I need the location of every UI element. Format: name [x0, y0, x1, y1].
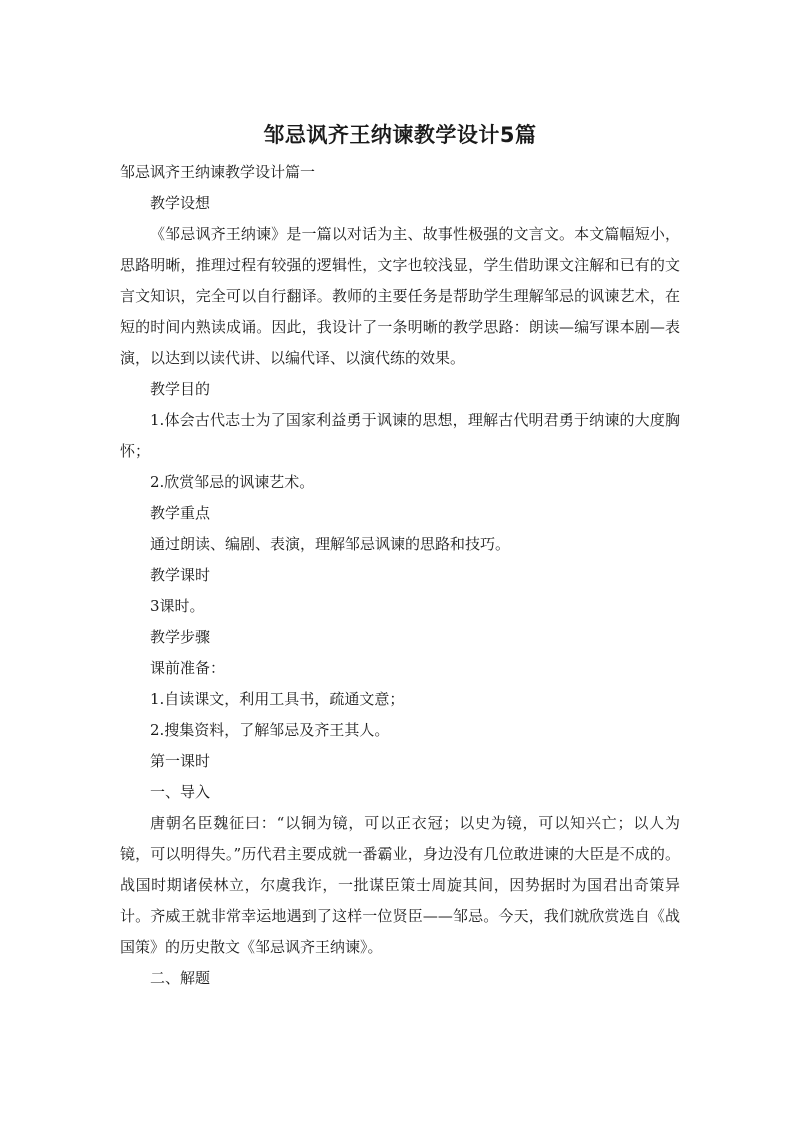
- paragraph-introduction: 唐朝名臣魏征曰：“以铜为镜，可以正衣冠；以史为镜，可以知兴亡；以人为镜，可以明得失。”历代君主要成就一番霸业，身边没有几位敢进谏的大臣是不成的。战国时期诸侯林立，尔虞我诈，一批谋臣策士周旋其间，因势据时为国君出奇策异计。齐威王就非常幸运地遇到了这样一位贤臣——邹忌。今天，我们就欣赏选自《战国策》的历史散文《邹忌讽齐王纳谏》。: [120, 814, 680, 956]
- subheading-preparation: 课前准备：: [150, 659, 226, 677]
- paragraph-teaching-focus: 通过朗读、编剧、表演，理解邹忌讽谏的思路和技巧。: [150, 535, 511, 553]
- subheading-title-explanation: 二、解题: [150, 969, 211, 987]
- subheading-teaching-focus: 教学重点: [150, 504, 211, 522]
- subheading-teaching-steps: 教学步骤: [150, 628, 211, 646]
- section-heading: 邹忌讽齐王纳谏教学设计篇一: [120, 163, 316, 181]
- paragraph-teaching-concept: 《邹忌讽齐王纳谏》是一篇以对话为主、故事性极强的文言文。本文篇幅短小，思路明晰，推理过程有较强的逻辑性，文字也较浅显，学生借助课文注解和已有的文言文知识，完全可以自行翻译。教师的主要任务是帮助学生理解邹忌的讽谏艺术，在短的时间内熟读成诵。因此，我设计了一条明晰的教学思路：朗读—编写课本剧—表演，以达到以读代讲、以编代译、以演代练的效果。: [120, 225, 680, 367]
- list-item-purpose-1: 1.体会古代志士为了国家利益勇于讽谏的思想，理解古代明君勇于纳谏的大度胸怀；: [120, 411, 680, 460]
- subheading-introduction: 一、导入: [150, 783, 211, 801]
- list-item-preparation-1: 1.自读课文，利用工具书，疏通文意；: [150, 690, 405, 708]
- subheading-teaching-concept: 教学设想: [150, 194, 211, 212]
- document-title: 邹忌讽齐王纳谏教学设计5篇: [263, 123, 537, 147]
- document-body: [120, 157, 680, 994]
- subheading-teaching-purpose: 教学目的: [150, 380, 211, 398]
- paragraph-class-hours: 3课时。: [150, 597, 205, 615]
- subheading-class-hours: 教学课时: [150, 566, 211, 584]
- list-item-purpose-2: 2.欣赏邹忌的讽谏艺术。: [150, 473, 315, 491]
- list-item-preparation-2: 2.搜集资料，了解邹忌及齐王其人。: [150, 721, 390, 739]
- subheading-first-lesson: 第一课时: [150, 752, 211, 770]
